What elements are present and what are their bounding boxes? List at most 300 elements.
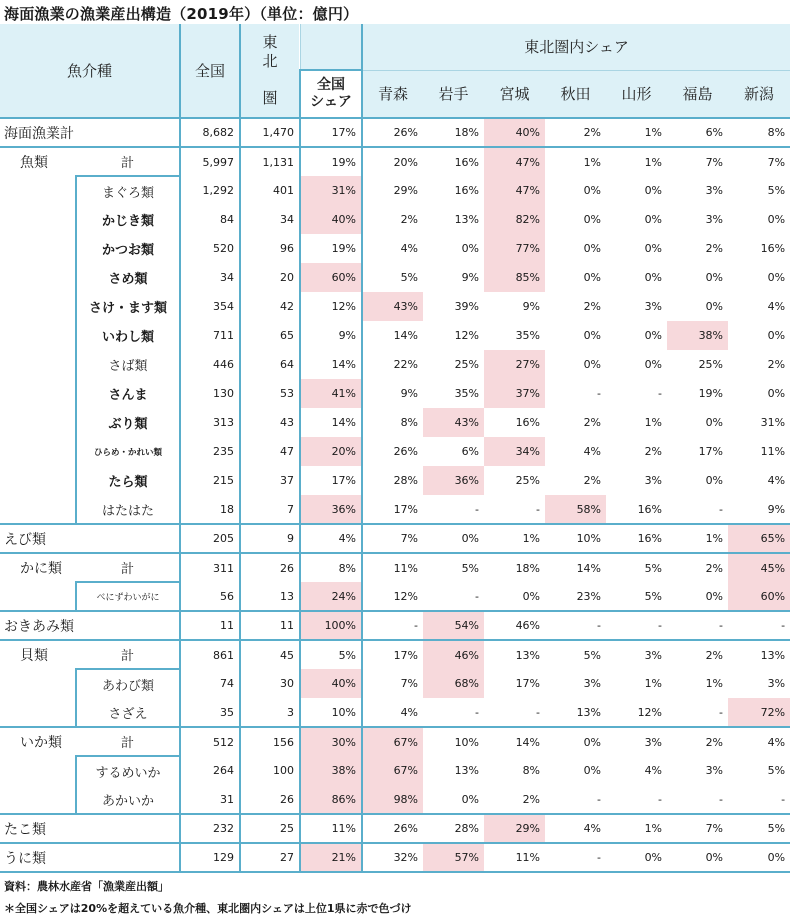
cell-pref-share: 3% [644,648,663,662]
cell-pref-share: 82% [484,205,545,234]
cell-tohoku: 34 [240,205,300,234]
row-main-label [0,321,76,350]
cell-pref-share: 2% [400,213,419,226]
cell-pref-share: 34% [484,437,545,466]
cell-tohoku: 7 [240,495,300,524]
cell-pref-share: 17% [362,495,423,524]
table-row [0,698,790,727]
table-row [0,205,790,234]
cell-pref-share: 16% [454,155,480,169]
cell-pref-share: 0% [461,242,480,255]
cell-pref-share: 18% [423,118,484,147]
cell-pref-share: 11% [393,561,419,575]
cell-national-share: 60% [300,263,362,292]
cell-pref-share: - [484,698,545,727]
cell-pref-share: 67% [362,727,423,756]
cell-pref-share: 7% [667,814,728,843]
cell-pref-share: 43% [362,292,423,321]
cell-national-share: 38% [300,756,362,785]
cell-pref-share: - [606,785,667,814]
row-sub-label: まぐろ類 [76,176,180,205]
cell-national-share: 11% [300,814,362,843]
row-main-label [0,466,76,495]
cell-pref-share: 8% [522,764,541,777]
cell-tohoku: 1,131 [240,147,300,176]
cell-national: 354 [180,292,240,321]
cell-pref-share: 23% [545,582,606,611]
cell-pref-share: 19% [698,387,724,400]
header-tohoku-char-3: 圏 [262,89,278,107]
cell-tohoku: 27 [240,843,300,872]
cell-national: 313 [180,408,240,437]
cell-pref-share: 26% [393,445,419,458]
cell-pref-share: 8% [400,416,419,429]
cell-national-share: 19% [300,234,362,263]
cell-pref-share: 11% [760,445,786,458]
row-sub-label: さけ・ます類 [76,292,180,321]
row-sub-label: 計 [76,640,180,669]
cell-national-share: 100% [300,611,362,640]
page-title: 海面漁業の漁業産出構造（2019年）（単位：億円） [4,5,359,23]
cell-pref-share: 13% [760,648,786,662]
cell-pref-share: 0% [583,271,602,284]
fishery-output-table [0,24,790,873]
cell-pref-share: - [597,387,602,400]
cell-pref-share: - [545,843,606,872]
row-main-label: 魚類 [20,155,48,171]
cell-pref-share: 17% [393,648,419,662]
cell-pref-share: 0% [583,358,602,371]
header-pref-niigata: 新潟 [728,70,790,118]
header-tohoku-char-1: 東 [262,33,278,51]
cell-pref-share: 0% [583,764,602,777]
cell-pref-share: 7% [362,524,423,553]
cell-pref-share: 17% [515,677,541,690]
cell-pref-share: 0% [484,582,545,611]
cell-pref-share: 58% [545,495,606,524]
cell-pref-share: 3% [705,184,724,197]
cell-pref-share: 1% [583,155,602,169]
cell-national: 1,292 [180,176,240,205]
cell-national: 35 [180,698,240,727]
cell-pref-share: 16% [515,416,541,429]
cell-national-share: 17% [300,466,362,495]
cell-tohoku: 45 [240,640,300,669]
cell-national-share: 41% [300,379,362,408]
cell-pref-share: - [423,495,484,524]
cell-national-share: 12% [300,292,362,321]
cell-pref-share: - [667,495,728,524]
legend-note: ＊全国シェアは20%を超えている魚介種、東北圏内シェアは上位1県に赤で色づけ [4,902,412,915]
cell-pref-share: 28% [423,814,484,843]
cell-pref-share: 12% [454,329,480,342]
cell-pref-share: 68% [423,669,484,698]
cell-pref-share: 4% [545,814,606,843]
table-row [0,843,790,872]
cell-national-share: 40% [300,205,362,234]
row-main-label [0,350,76,379]
cell-pref-share: 29% [484,814,545,843]
row-main-label [0,176,76,205]
cell-pref-share: - [606,611,667,640]
cell-pref-share: 36% [423,466,484,495]
cell-pref-share: 25% [454,358,480,371]
cell-tohoku: 37 [240,466,300,495]
row-sub-label: はたはた [76,495,180,524]
header-tohoku-share-group: 東北圏内シェア [362,24,790,70]
cell-pref-share: 0% [705,300,724,313]
cell-pref-share: 0% [583,213,602,226]
row-sub-label: ひらめ・かれい類 [76,437,180,466]
cell-pref-share: 25% [515,474,541,487]
cell-pref-share: 0% [767,387,786,400]
cell-national-share: 20% [300,437,362,466]
header-tohoku [240,24,300,118]
row-main-label [0,756,76,785]
cell-pref-share: 54% [423,611,484,640]
cell-pref-share: 5% [644,561,663,575]
cell-pref-share: - [728,611,790,640]
cell-pref-share: 13% [545,698,606,727]
cell-national-share: 8% [300,553,362,582]
table-body [0,118,790,872]
row-main-label: おきあみ類 [0,611,180,640]
header-pref-akita: 秋田 [545,70,606,118]
cell-national-share: 9% [300,321,362,350]
cell-pref-share: 29% [393,184,419,197]
cell-pref-share: 1% [606,118,667,147]
cell-pref-share: - [728,785,790,814]
cell-pref-share: 4% [767,735,786,749]
cell-pref-share: 13% [454,764,480,777]
header-tohoku-char-2: 北 [262,52,278,70]
cell-pref-share: 3% [767,677,786,690]
cell-pref-share: 12% [606,698,667,727]
row-main-label: うに類 [0,843,180,872]
cell-tohoku: 1,470 [240,118,300,147]
cell-national: 311 [180,553,240,582]
row-sub-label: あわび類 [76,669,180,698]
cell-pref-share: 5% [606,582,667,611]
header-national-share-line-2: シェア [310,94,352,110]
cell-pref-share: 0% [705,474,724,487]
row-sub-label: 計 [76,553,180,582]
row-main-label: たこ類 [0,814,180,843]
cell-pref-share: 26% [362,814,423,843]
cell-pref-share: 3% [705,764,724,777]
table-row [0,263,790,292]
cell-pref-share: - [667,785,728,814]
cell-pref-share: 0% [767,271,786,284]
cell-pref-share: 3% [644,474,663,487]
header-pref-aomori: 青森 [362,70,423,118]
cell-tohoku: 64 [240,350,300,379]
row-main-label [0,263,76,292]
cell-tohoku: 25 [240,814,300,843]
cell-pref-share: 6% [461,445,480,458]
cell-tohoku: 26 [240,553,300,582]
table-row [0,147,790,176]
cell-pref-share: 5% [767,184,786,197]
cell-national: 74 [180,669,240,698]
cell-pref-share: 45% [728,553,790,582]
cell-pref-share: - [545,785,606,814]
cell-tohoku: 96 [240,234,300,263]
row-sub-label: さんま [76,379,180,408]
header-species: 魚介種 [0,24,180,118]
cell-pref-share: 0% [644,358,663,371]
cell-national: 264 [180,756,240,785]
cell-national-share: 36% [300,495,362,524]
cell-national: 215 [180,466,240,495]
cell-tohoku: 47 [240,437,300,466]
header-pref-fukushima: 福島 [667,70,728,118]
table-row [0,756,790,785]
cell-pref-share: 13% [515,648,541,662]
cell-national: 84 [180,205,240,234]
cell-pref-share: 32% [362,843,423,872]
cell-pref-share: 0% [767,213,786,226]
row-sub-label: ぶり類 [76,408,180,437]
cell-pref-share: 2% [705,242,724,255]
header-national-share-spacer [300,24,362,70]
cell-pref-share: 0% [644,271,663,284]
cell-tohoku: 11 [240,611,300,640]
table-row [0,553,790,582]
cell-pref-share: 60% [728,582,790,611]
cell-pref-share: 5% [583,648,602,662]
cell-national: 520 [180,234,240,263]
cell-pref-share: 4% [400,242,419,255]
row-sub-label: するめいか [76,756,180,785]
cell-pref-share: 9% [400,387,419,400]
cell-tohoku: 401 [240,176,300,205]
cell-pref-share: 26% [362,118,423,147]
table-row [0,350,790,379]
cell-pref-share: 25% [698,358,724,371]
cell-pref-share: 7% [400,677,419,690]
cell-national-share: 4% [300,524,362,553]
cell-pref-share: 0% [644,184,663,197]
row-main-label [0,234,76,263]
cell-pref-share: 0% [423,785,484,814]
cell-pref-share: 0% [667,582,728,611]
cell-pref-share: 1% [667,524,728,553]
cell-pref-share: 18% [515,561,541,575]
cell-pref-share: - [658,387,663,400]
row-main-label [0,582,76,611]
cell-pref-share: 85% [484,263,545,292]
row-sub-label: さば類 [76,350,180,379]
cell-national-share: 19% [300,147,362,176]
cell-national: 56 [180,582,240,611]
cell-tohoku: 9 [240,524,300,553]
cell-national: 11 [180,611,240,640]
table-row [0,379,790,408]
row-main-label [0,495,76,524]
cell-national-share: 24% [300,582,362,611]
row-sub-label: 計 [76,147,180,176]
cell-pref-share: 4% [767,474,786,487]
cell-pref-share: 12% [362,582,423,611]
cell-pref-share: 77% [484,234,545,263]
cell-pref-share: 2% [583,474,602,487]
cell-national-share: 40% [300,669,362,698]
cell-pref-share: 9% [461,271,480,284]
cell-national: 31 [180,785,240,814]
cell-pref-share: 2% [767,358,786,371]
cell-pref-share: 98% [362,785,423,814]
cell-national: 232 [180,814,240,843]
row-main-label: 貝類 [20,648,48,664]
row-main-label [0,292,76,321]
cell-pref-share: 47% [484,176,545,205]
cell-pref-share: 2% [705,561,724,575]
row-sub-label: さざえ [76,698,180,727]
table-row [0,524,790,553]
cell-pref-share: 2% [705,735,724,749]
cell-pref-share: 16% [454,184,480,197]
cell-pref-share: 13% [454,213,480,226]
cell-pref-share: 0% [705,271,724,284]
cell-pref-share: 65% [728,524,790,553]
cell-national: 8,682 [180,118,240,147]
cell-pref-share: 0% [667,843,728,872]
cell-pref-share: 27% [484,350,545,379]
row-main-label [0,698,76,727]
cell-pref-share: 57% [423,843,484,872]
header-national: 全国 [180,24,240,118]
table-row [0,785,790,814]
cell-national-share: 86% [300,785,362,814]
cell-pref-share: 28% [393,474,419,487]
cell-national-share: 10% [300,698,362,727]
row-sub-label: あかいか [76,785,180,814]
row-sub-label: かじき類 [76,205,180,234]
cell-pref-share: 1% [705,677,724,690]
notes [4,876,412,920]
table-row [0,321,790,350]
cell-pref-share: 10% [545,524,606,553]
table-row [0,669,790,698]
cell-tohoku: 42 [240,292,300,321]
cell-tohoku: 156 [240,727,300,756]
cell-pref-share: 5% [728,814,790,843]
table-row [0,582,790,611]
table-row [0,495,790,524]
cell-pref-share: 37% [484,379,545,408]
cell-pref-share: 1% [644,155,663,169]
row-sub-label: かつお類 [76,234,180,263]
row-sub-label: べにずわいがに [76,582,180,611]
cell-pref-share: 72% [728,698,790,727]
table-row [0,118,790,147]
cell-pref-share: - [667,611,728,640]
cell-pref-share: - [423,698,484,727]
cell-pref-share: 2% [583,416,602,429]
cell-pref-share: 40% [484,118,545,147]
cell-pref-share: 5% [461,561,480,575]
header-national-share [300,70,362,118]
row-sub-label: さめ類 [76,263,180,292]
cell-pref-share: 11% [484,843,545,872]
cell-tohoku: 30 [240,669,300,698]
cell-pref-share: 5% [767,764,786,777]
row-sub-label: 計 [76,727,180,756]
cell-pref-share: - [667,698,728,727]
cell-pref-share: 3% [705,213,724,226]
cell-pref-share: 2% [545,118,606,147]
cell-national: 34 [180,263,240,292]
cell-national-share: 30% [300,727,362,756]
row-main-label: 海面漁業計 [0,118,180,147]
cell-pref-share: 1% [484,524,545,553]
cell-national-share: 31% [300,176,362,205]
cell-pref-share: 5% [400,271,419,284]
cell-tohoku: 26 [240,785,300,814]
table-row [0,234,790,263]
row-main-label: かに類 [20,561,62,577]
cell-pref-share: 35% [515,329,541,342]
cell-tohoku: 100 [240,756,300,785]
cell-pref-share: 1% [644,416,663,429]
cell-tohoku: 20 [240,263,300,292]
cell-pref-share: 4% [767,300,786,313]
cell-pref-share: 4% [362,698,423,727]
row-sub-label: たら類 [76,466,180,495]
cell-pref-share: 2% [583,300,602,313]
cell-national: 711 [180,321,240,350]
cell-pref-share: 0% [644,329,663,342]
cell-pref-share: 10% [454,735,480,749]
cell-pref-share: 14% [576,561,602,575]
cell-pref-share: 17% [698,445,724,458]
cell-pref-share: 16% [606,495,667,524]
header-pref-miyagi: 宮城 [484,70,545,118]
cell-pref-share: 20% [393,155,419,169]
cell-pref-share: 31% [760,416,786,429]
cell-pref-share: 43% [423,408,484,437]
cell-national-share: 14% [300,350,362,379]
cell-pref-share: 35% [454,387,480,400]
cell-pref-share: - [545,611,606,640]
cell-pref-share: 46% [423,640,484,669]
cell-pref-share: 2% [705,648,724,662]
table-row [0,292,790,321]
cell-national-share: 21% [300,843,362,872]
cell-pref-share: 0% [583,329,602,342]
header-national-share-line-1: 全国 [317,77,346,93]
cell-pref-share: - [362,611,423,640]
cell-pref-share: 14% [393,329,419,342]
cell-pref-share: 38% [667,321,728,350]
cell-national-share: 14% [300,408,362,437]
source-note: 資料：農林水産省「漁業産出額」 [4,880,169,893]
cell-tohoku: 3 [240,698,300,727]
cell-national: 235 [180,437,240,466]
cell-pref-share: 0% [705,416,724,429]
cell-pref-share: - [423,582,484,611]
cell-national: 205 [180,524,240,553]
cell-pref-share: 7% [767,155,786,169]
cell-pref-share: 0% [583,242,602,255]
table-row [0,437,790,466]
cell-pref-share: 6% [667,118,728,147]
cell-pref-share: 22% [393,358,419,371]
table-row [0,640,790,669]
cell-pref-share: 3% [644,300,663,313]
row-main-label [0,379,76,408]
